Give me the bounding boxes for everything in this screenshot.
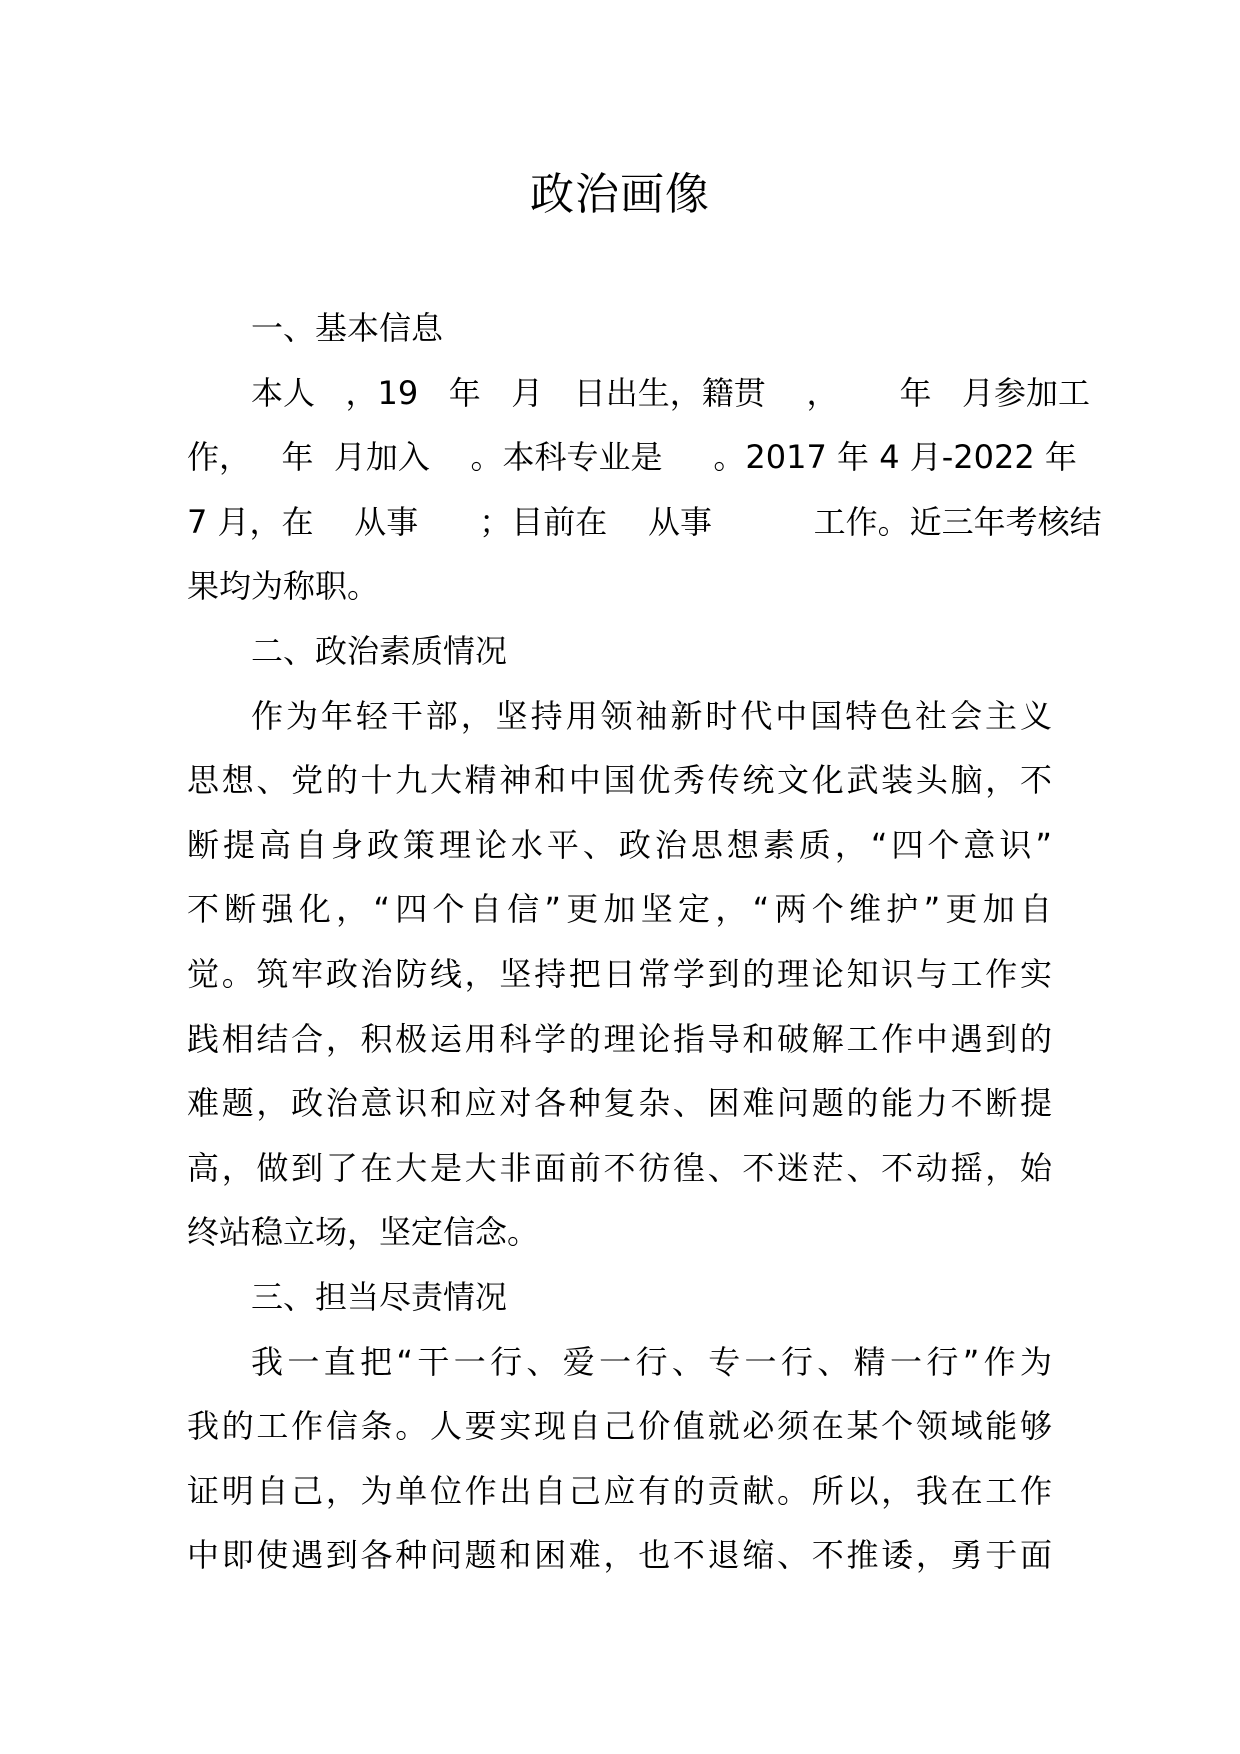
text-line: 三、担当尽责情况 [251,1277,508,1316]
text-line: 高，做到了在大是大非面前不彷徨、不迷茫、不动摇，始 [187,1148,1052,1187]
text-line: 7 月，在 从事 ；目前在 从事 工作。近三年考核结 [187,502,1102,541]
text-line: 觉。筑牢政治防线，坚持把日常学到的理论知识与工作实 [187,954,1052,993]
text-line: 终站稳立场，坚定信念。 [187,1213,540,1252]
text-line: 二、政治素质情况 [251,631,508,670]
text-line: 我一直把“干一行、爱一行、专一行、精一行”作为 [251,1342,1052,1381]
text-line: 果均为称职。 [187,567,380,606]
text-line: 一、基本信息 [251,309,444,347]
text-line: 我的工作信条。人要实现自己价值就必须在某个领域能够 [187,1407,1052,1446]
text-line: 践相结合，积极运用科学的理论指导和破解工作中遇到的 [187,1019,1052,1058]
document-title: 政治画像 [530,169,710,220]
text-line: 不断强化，“四个自信”更加坚定，“两个维护”更加自 [187,890,1052,929]
text-line: 作， 年 月加入 。本科专业是 。2017 年 4 月-2022 年 [187,438,1077,477]
text-line: 本人 ，19 年 月 日出生，籍贯 ， 年 月参加工 [251,373,1091,412]
text-line: 证明自己，为单位作出自己应有的贡献。所以，我在工作 [187,1471,1052,1510]
text-line: 断提高自身政策理论水平、政治思想素质，“四个意识” [187,825,1052,864]
text-line: 中即使遇到各种问题和困难，也不退缩、不推诿，勇于面 [187,1536,1052,1575]
text-line: 难题，政治意识和应对各种复杂、困难问题的能力不断提 [187,1084,1052,1123]
text-line: 思想、党的十九大精神和中国优秀传统文化武装头脑，不 [187,761,1052,800]
document-body [187,296,1102,1588]
text-line: 作为年轻干部，坚持用领袖新时代中国特色社会主义 [251,696,1052,735]
